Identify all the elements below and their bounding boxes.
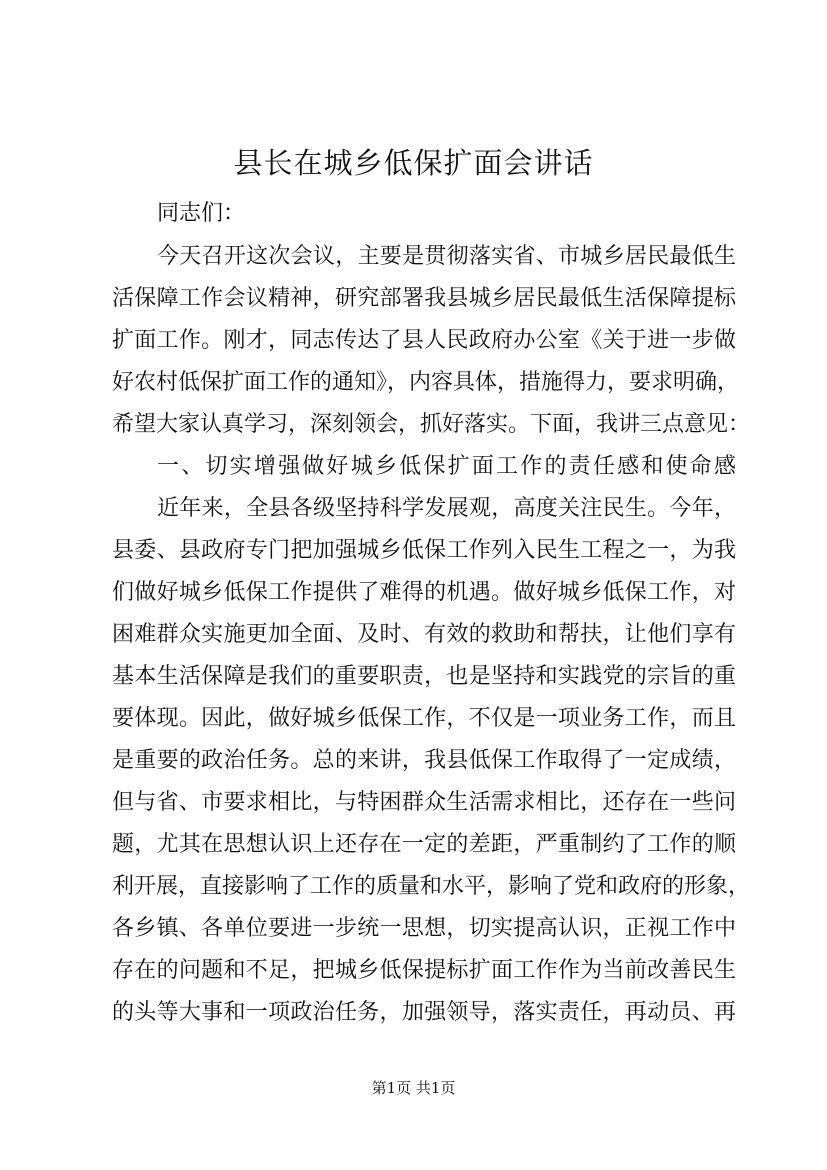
paragraph-line: 近年来，全县各级坚持科学发展观，高度关注民生。今年，: [157, 496, 736, 521]
paragraph-line: 但与省、市要求相比，与特困群众生活需求相比，还存在一些问: [112, 790, 736, 815]
paragraph-line: 好农村低保扩面工作的通知》，内容具体，措施得力，要求明确，: [112, 370, 740, 395]
salutation: 同志们：: [157, 201, 246, 226]
paragraph-line: 是重要的政治任务。总的来讲，我县低保工作取得了一定成绩，: [112, 748, 736, 773]
section-heading: 一、切实增强做好城乡低保扩面工作的责任感和使命感: [157, 454, 736, 479]
paragraph-line: 今天召开这次会议，主要是贯彻落实省、市城乡居民最低生: [157, 244, 736, 269]
paragraph-line: 的头等大事和一项政治任务，加强领导，落实责任，再动员、再: [112, 1000, 736, 1025]
paragraph-line: 要体现。因此，做好城乡低保工作，不仅是一项业务工作，而且: [112, 706, 736, 731]
paragraph-line: 存在的问题和不足，把城乡低保提标扩面工作作为当前改善民生: [112, 958, 736, 983]
paragraph-line: 基本生活保障是我们的重要职责，也是坚持和实践党的宗旨的重: [112, 664, 736, 689]
paragraph-line: 县委、县政府专门把加强城乡低保工作列入民生工程之一，为我: [112, 538, 736, 563]
paragraph-line: 利开展，直接影响了工作的质量和水平，影响了党和政府的形象，: [112, 874, 751, 899]
page-number-footer: 第1页 共1页: [371, 1079, 456, 1097]
paragraph-line: 活保障工作会议精神，研究部署我县城乡居民最低生活保障提标: [112, 286, 736, 311]
paragraph-line: 扩面工作。刚才，同志传达了县人民政府办公室《关于进一步做: [112, 328, 736, 353]
paragraph-line: 题，尤其在思想认识上还存在一定的差距，严重制约了工作的顺: [112, 832, 736, 857]
paragraph-line: 各乡镇、各单位要进一步统一思想，切实提高认识，正视工作中: [112, 916, 736, 941]
paragraph-line: 们做好城乡低保工作提供了难得的机遇。做好城乡低保工作，对: [112, 580, 736, 605]
paragraph-line: 困难群众实施更加全面、及时、有效的救助和帮扶，让他们享有: [112, 622, 736, 647]
paragraph-line: 希望大家认真学习，深刻领会，抓好落实。下面，我讲三点意见：: [112, 412, 751, 437]
document-title: 县长在城乡低保扩面会讲话: [233, 146, 594, 180]
